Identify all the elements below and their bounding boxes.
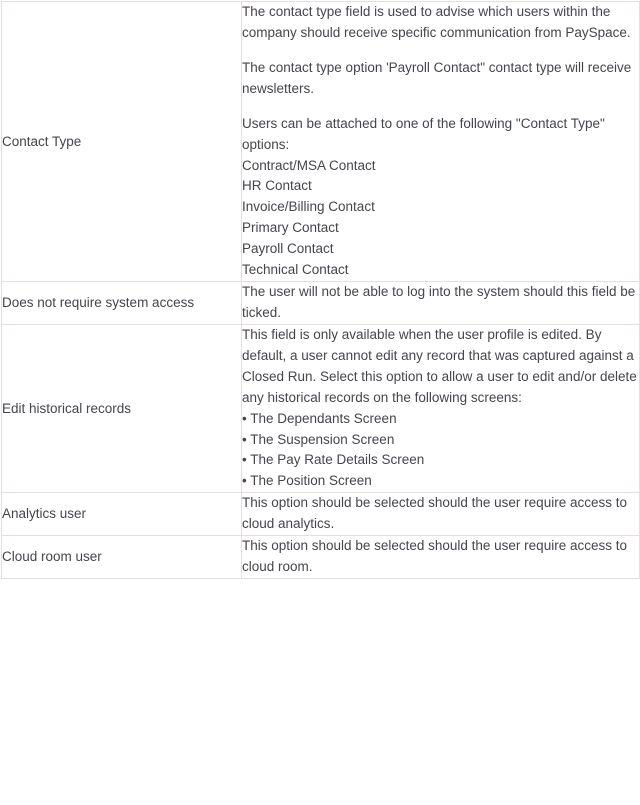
table-row <box>2 536 640 579</box>
description-paragraph: This option should be selected should the user require access to cloud room. <box>242 538 627 575</box>
term-cell <box>2 282 242 325</box>
term-label: Analytics user <box>2 506 87 522</box>
list-item: Contract/MSA Contact <box>242 157 376 173</box>
list-item: • The Dependants Screen <box>242 410 397 426</box>
table-row <box>2 2 640 282</box>
term-label: Contact Type <box>2 133 82 149</box>
term-label: Does not require system access <box>2 295 195 311</box>
list-item: HR Contact <box>242 178 312 194</box>
term-cell <box>2 493 242 536</box>
list-item: Payroll Contact <box>242 241 334 257</box>
description-paragraph: This option should be selected should the user require access to cloud analytics. <box>242 495 627 532</box>
table-row <box>2 324 640 492</box>
description-cell <box>242 282 640 325</box>
description-cell <box>242 324 640 492</box>
list-item: Invoice/Billing Contact <box>242 199 375 215</box>
table-row <box>2 493 640 536</box>
field-description-table <box>1 1 640 579</box>
term-label: Cloud room user <box>2 549 102 565</box>
description-paragraph: Users can be attached to one of the following "Contact Type" options: <box>242 115 605 152</box>
list-item: Primary Contact <box>242 220 339 236</box>
list-item: • The Suspension Screen <box>242 431 395 447</box>
description-paragraph: The contact type option 'Payroll Contact" contact type will receive newsletters. <box>242 59 632 96</box>
term-cell <box>2 536 242 579</box>
description-paragraph: The contact type field is used to advise which users within the company should receive specific communication from PaySpace. <box>242 4 631 40</box>
term-cell <box>2 2 242 282</box>
table-body <box>2 2 640 579</box>
term-cell <box>2 324 242 492</box>
description-paragraph: The user will not be able to log into the system should this field be ticked. <box>242 284 636 320</box>
contact-type-options-list <box>242 156 639 282</box>
description-cell <box>242 493 640 536</box>
list-item: Technical Contact <box>242 262 349 278</box>
list-item: • The Pay Rate Details Screen <box>242 452 425 468</box>
description-cell <box>242 536 640 579</box>
list-item: • The Position Screen <box>242 473 372 489</box>
term-label: Edit historical records <box>2 400 132 416</box>
description-cell <box>242 2 640 282</box>
description-paragraph: This field is only available when the user profile is edited. By default, a user cannot edit any record that was captured against a Closed Run. Select this option to allow a user to edit and/or delete any historical records on the following screens: <box>242 326 637 405</box>
affected-screens-list <box>242 409 639 493</box>
table-row <box>2 282 640 325</box>
